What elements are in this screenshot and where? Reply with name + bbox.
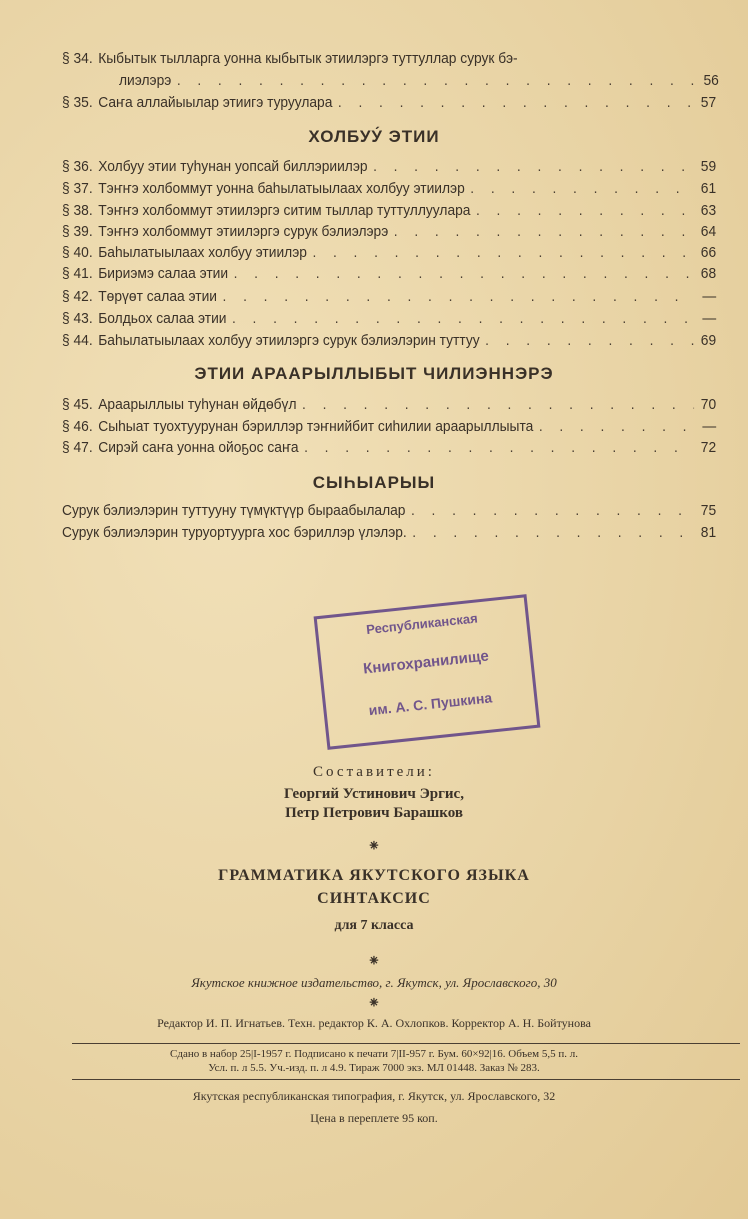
stamp-line: Книгохранилище <box>362 647 490 678</box>
stamp-line: им. А. С. Пушкина <box>367 689 493 719</box>
print-details: Усл. п. л 5.5. Уч.-изд. п. л 4.9. Тираж 7000 экз. МЛ 01448. Заказ № 283. <box>208 1062 540 1074</box>
dot-leader <box>411 502 694 519</box>
page-number: 61 <box>700 180 717 197</box>
page-number: 56 <box>703 72 719 89</box>
toc-row <box>62 94 716 111</box>
star-ornament: ⁕ <box>367 953 381 970</box>
toc-row <box>62 202 716 219</box>
page-number: — <box>702 288 717 305</box>
toc-row <box>62 265 716 282</box>
toc-row <box>119 72 719 89</box>
library-stamp <box>314 594 541 750</box>
page-number: 57 <box>700 94 717 111</box>
section-number: § 44. <box>62 332 93 349</box>
section-title: Бириэмэ салаа этии <box>98 265 229 282</box>
divider <box>72 1079 740 1080</box>
section-number: § 43. <box>62 310 93 327</box>
dot-leader <box>302 396 694 413</box>
section-title: Баһылатыылаах холбуу этиилэр <box>98 244 307 261</box>
page-number: 59 <box>700 158 717 175</box>
toc-row <box>62 158 716 175</box>
section-number: § 46. <box>62 418 93 435</box>
section-number: § 38. <box>62 202 93 219</box>
section-title: Араарыллыы туһунан өйдөбүл <box>98 396 297 413</box>
compiler-name: Георгий Устинович Эргис, <box>284 786 464 802</box>
dot-leader <box>539 418 694 435</box>
section-title: Сирэй саҥа уонна ойоҕос саҥа <box>98 439 299 456</box>
section-number: § 41. <box>62 265 93 282</box>
toc-row <box>62 439 716 456</box>
star-ornament: ⁕ <box>367 838 381 855</box>
book-title: ГРАММАТИКА ЯКУТСКОГО ЯЗЫКА <box>218 867 530 884</box>
dot-leader <box>373 158 694 175</box>
toc-row <box>62 180 716 197</box>
section-title: Төрүөт салаа этии <box>98 288 218 305</box>
section-title: Холбуу этии туһунан уопсай биллэриилэр <box>98 158 368 175</box>
toc-row <box>62 244 716 261</box>
section-title: лиэлэрэ <box>119 72 172 89</box>
page-number: 75 <box>700 502 717 519</box>
dot-leader <box>312 244 694 261</box>
section-number: § 47. <box>62 439 93 456</box>
star-ornament: ⁕ <box>367 995 381 1012</box>
section-title: Сурук бэлиэлэрин туттууну түмүктүүр быраабылалар <box>62 502 406 519</box>
toc-row <box>62 524 716 541</box>
page-number: 70 <box>700 396 717 413</box>
section-title: Сурук бэлиэлэрин туруортуурга хос бэриллэр үлэлэр. <box>62 524 407 541</box>
section-heading: ЭТИИ АРААРЫЛЛЫБЫТ ЧИЛИЭННЭРЭ <box>194 364 554 383</box>
section-title: Тэҥҥэ холбоммут уонна баһылатыылаах холбуу этиилэр <box>98 180 465 197</box>
toc-row <box>62 396 716 413</box>
page-number: 63 <box>700 202 717 219</box>
page-number: 64 <box>700 223 717 240</box>
section-title: Сыһыат туохтуурунан бэриллэр тэҥнийбит сиһилии араарыллыыта <box>98 418 534 435</box>
grade: для 7 класса <box>334 918 414 933</box>
section-title: Саҥа аллайыылар этиигэ туруулара <box>98 94 333 111</box>
toc-row <box>62 223 716 240</box>
dot-leader <box>412 524 694 541</box>
toc-row <box>62 288 716 305</box>
price: Цена в переплете 95 коп. <box>310 1111 438 1125</box>
page-number: — <box>702 418 717 435</box>
page-number: 68 <box>700 265 717 282</box>
section-number: § 37. <box>62 180 93 197</box>
section-number: § 42. <box>62 288 93 305</box>
dot-leader <box>232 310 694 327</box>
dot-leader <box>223 288 694 305</box>
page-number: 69 <box>700 332 717 349</box>
section-number: § 35. <box>62 94 93 111</box>
page-number: — <box>702 310 717 327</box>
toc-row <box>62 332 716 349</box>
book-subtitle: СИНТАКСИС <box>317 890 431 907</box>
toc-row <box>62 418 716 435</box>
toc-row <box>62 502 716 519</box>
print-details: Сдано в набор 25|I-1957 г. Подписано к печати 7|II-957 г. Бум. 60×92|16. Объем 5,5 п. л. <box>170 1048 578 1060</box>
publisher: Якутское книжное издательство, г. Якутск, ул. Ярославского, 30 <box>191 975 557 990</box>
toc-row <box>62 50 716 67</box>
page-number: 81 <box>700 524 717 541</box>
section-number: § 45. <box>62 396 93 413</box>
editors: Редактор И. П. Игнатьев. Техн. редактор К. А. Охлопков. Корректор А. Н. Бойтунова <box>157 1016 591 1030</box>
page-number: 66 <box>700 244 717 261</box>
divider <box>72 1043 740 1044</box>
compiler-name: Петр Петрович Барашков <box>285 805 463 821</box>
section-number: § 40. <box>62 244 93 261</box>
section-title: Болдьох салаа этии <box>98 310 227 327</box>
stamp-line: Республиканская <box>365 610 479 638</box>
dot-leader <box>470 180 694 197</box>
section-heading: СЫҺЫАРЫЫ <box>312 473 436 492</box>
dot-leader <box>234 265 694 282</box>
section-number: § 36. <box>62 158 93 175</box>
section-number: § 34. <box>62 50 93 67</box>
dot-leader <box>394 223 694 240</box>
section-title: Тэҥҥэ холбоммут этиилэргэ сурук бэлиэлэрэ <box>98 223 389 240</box>
section-number: § 39. <box>62 223 93 240</box>
dot-leader <box>304 439 694 456</box>
section-title: Кыбытык тылларга уонна кыбытык этиилэргэ туттуллар сурук бэ- <box>98 50 518 67</box>
toc-row <box>62 310 716 327</box>
section-title: Баһылатыылаах холбуу этиилэргэ сурук бэлиэлэрин туттуу <box>98 332 480 349</box>
section-heading: ХОЛБУУ́ ЭТИИ <box>308 127 440 146</box>
section-title: Тэҥҥэ холбоммут этиилэргэ ситим тыллар туттуллуулара <box>98 202 471 219</box>
dot-leader <box>485 332 694 349</box>
page-number: 72 <box>700 439 717 456</box>
printer: Якутская республиканская типография, г. Якутск, ул. Ярославского, 32 <box>192 1089 556 1103</box>
compilers-label: Составители: <box>313 764 435 780</box>
dot-leader <box>476 202 694 219</box>
